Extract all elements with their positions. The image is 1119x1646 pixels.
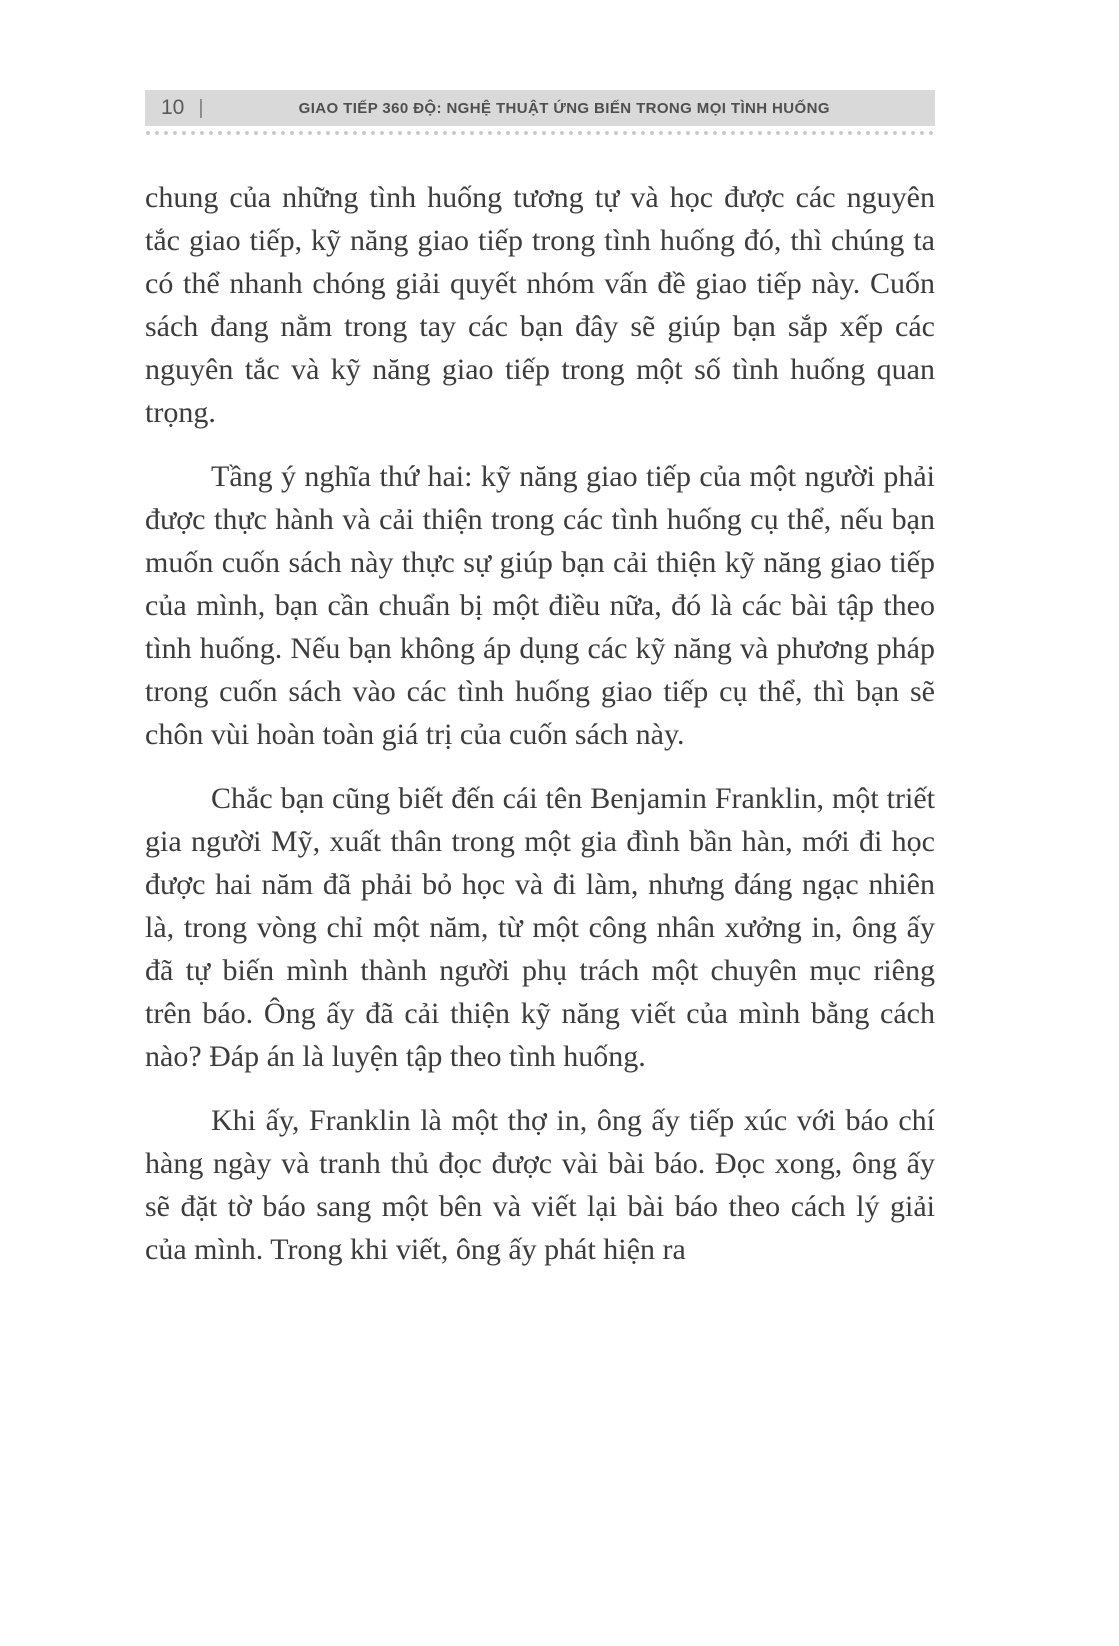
running-header-title: GIAO TIẾP 360 ĐỘ: NGHỆ THUẬT ỨNG BIẾN TRONG MỌI TÌNH HUỐNG bbox=[298, 99, 830, 117]
header-divider: | bbox=[198, 96, 204, 119]
perforation-edge bbox=[145, 129, 935, 137]
running-header-bar bbox=[145, 90, 935, 126]
body-paragraph: Tầng ý nghĩa thứ hai: kỹ năng giao tiếp của một người phải được thực hành và cải thiện trong các tình huống cụ thể, nếu bạn muốn cuốn sách này thực sự giúp bạn cải thiện kỹ năng giao tiếp của mình, bạn cần chuẩn bị một điều nữa, đó là các bài tập theo tình huống. Nếu bạn không áp dụng các kỹ năng và phương pháp trong cuốn sách vào các tình huống giao tiếp cụ thể, thì bạn sẽ chôn vùi hoàn toàn giá trị của cuốn sách này. bbox=[145, 460, 935, 751]
page-body-text bbox=[145, 176, 935, 1292]
body-paragraph: Khi ấy, Franklin là một thợ in, ông ấy tiếp xúc với báo chí hàng ngày và tranh thủ đọc được vài bài báo. Đọc xong, ông ấy sẽ đặt tờ báo sang một bên và viết lại bài báo theo cách lý giải của mình. Trong khi viết, ông ấy phát hiện ra bbox=[145, 1104, 935, 1266]
page-number: 10 bbox=[161, 96, 185, 119]
running-header bbox=[145, 90, 935, 137]
body-paragraph: chung của những tình huống tương tự và học được các nguyên tắc giao tiếp, kỹ năng giao tiếp trong tình huống đó, thì chúng ta có thể nhanh chóng giải quyết nhóm vấn đề giao tiếp này. Cuốn sách đang nằm trong tay các bạn đây sẽ giúp bạn sắp xếp các nguyên tắc và kỹ năng giao tiếp trong một số tình huống quan trọng. bbox=[145, 181, 935, 429]
body-paragraph: Chắc bạn cũng biết đến cái tên Benjamin Franklin, một triết gia người Mỹ, xuất thân trong một gia đình bần hàn, mới đi học được hai năm đã phải bỏ học và đi làm, nhưng đáng ngạc nhiên là, trong vòng chỉ một năm, từ một công nhân xưởng in, ông ấy đã tự biến mình thành người phụ trách một chuyên mục riêng trên báo. Ông ấy đã cải thiện kỹ năng viết của mình bằng cách nào? Đáp án là luyện tập theo tình huống. bbox=[145, 782, 935, 1073]
